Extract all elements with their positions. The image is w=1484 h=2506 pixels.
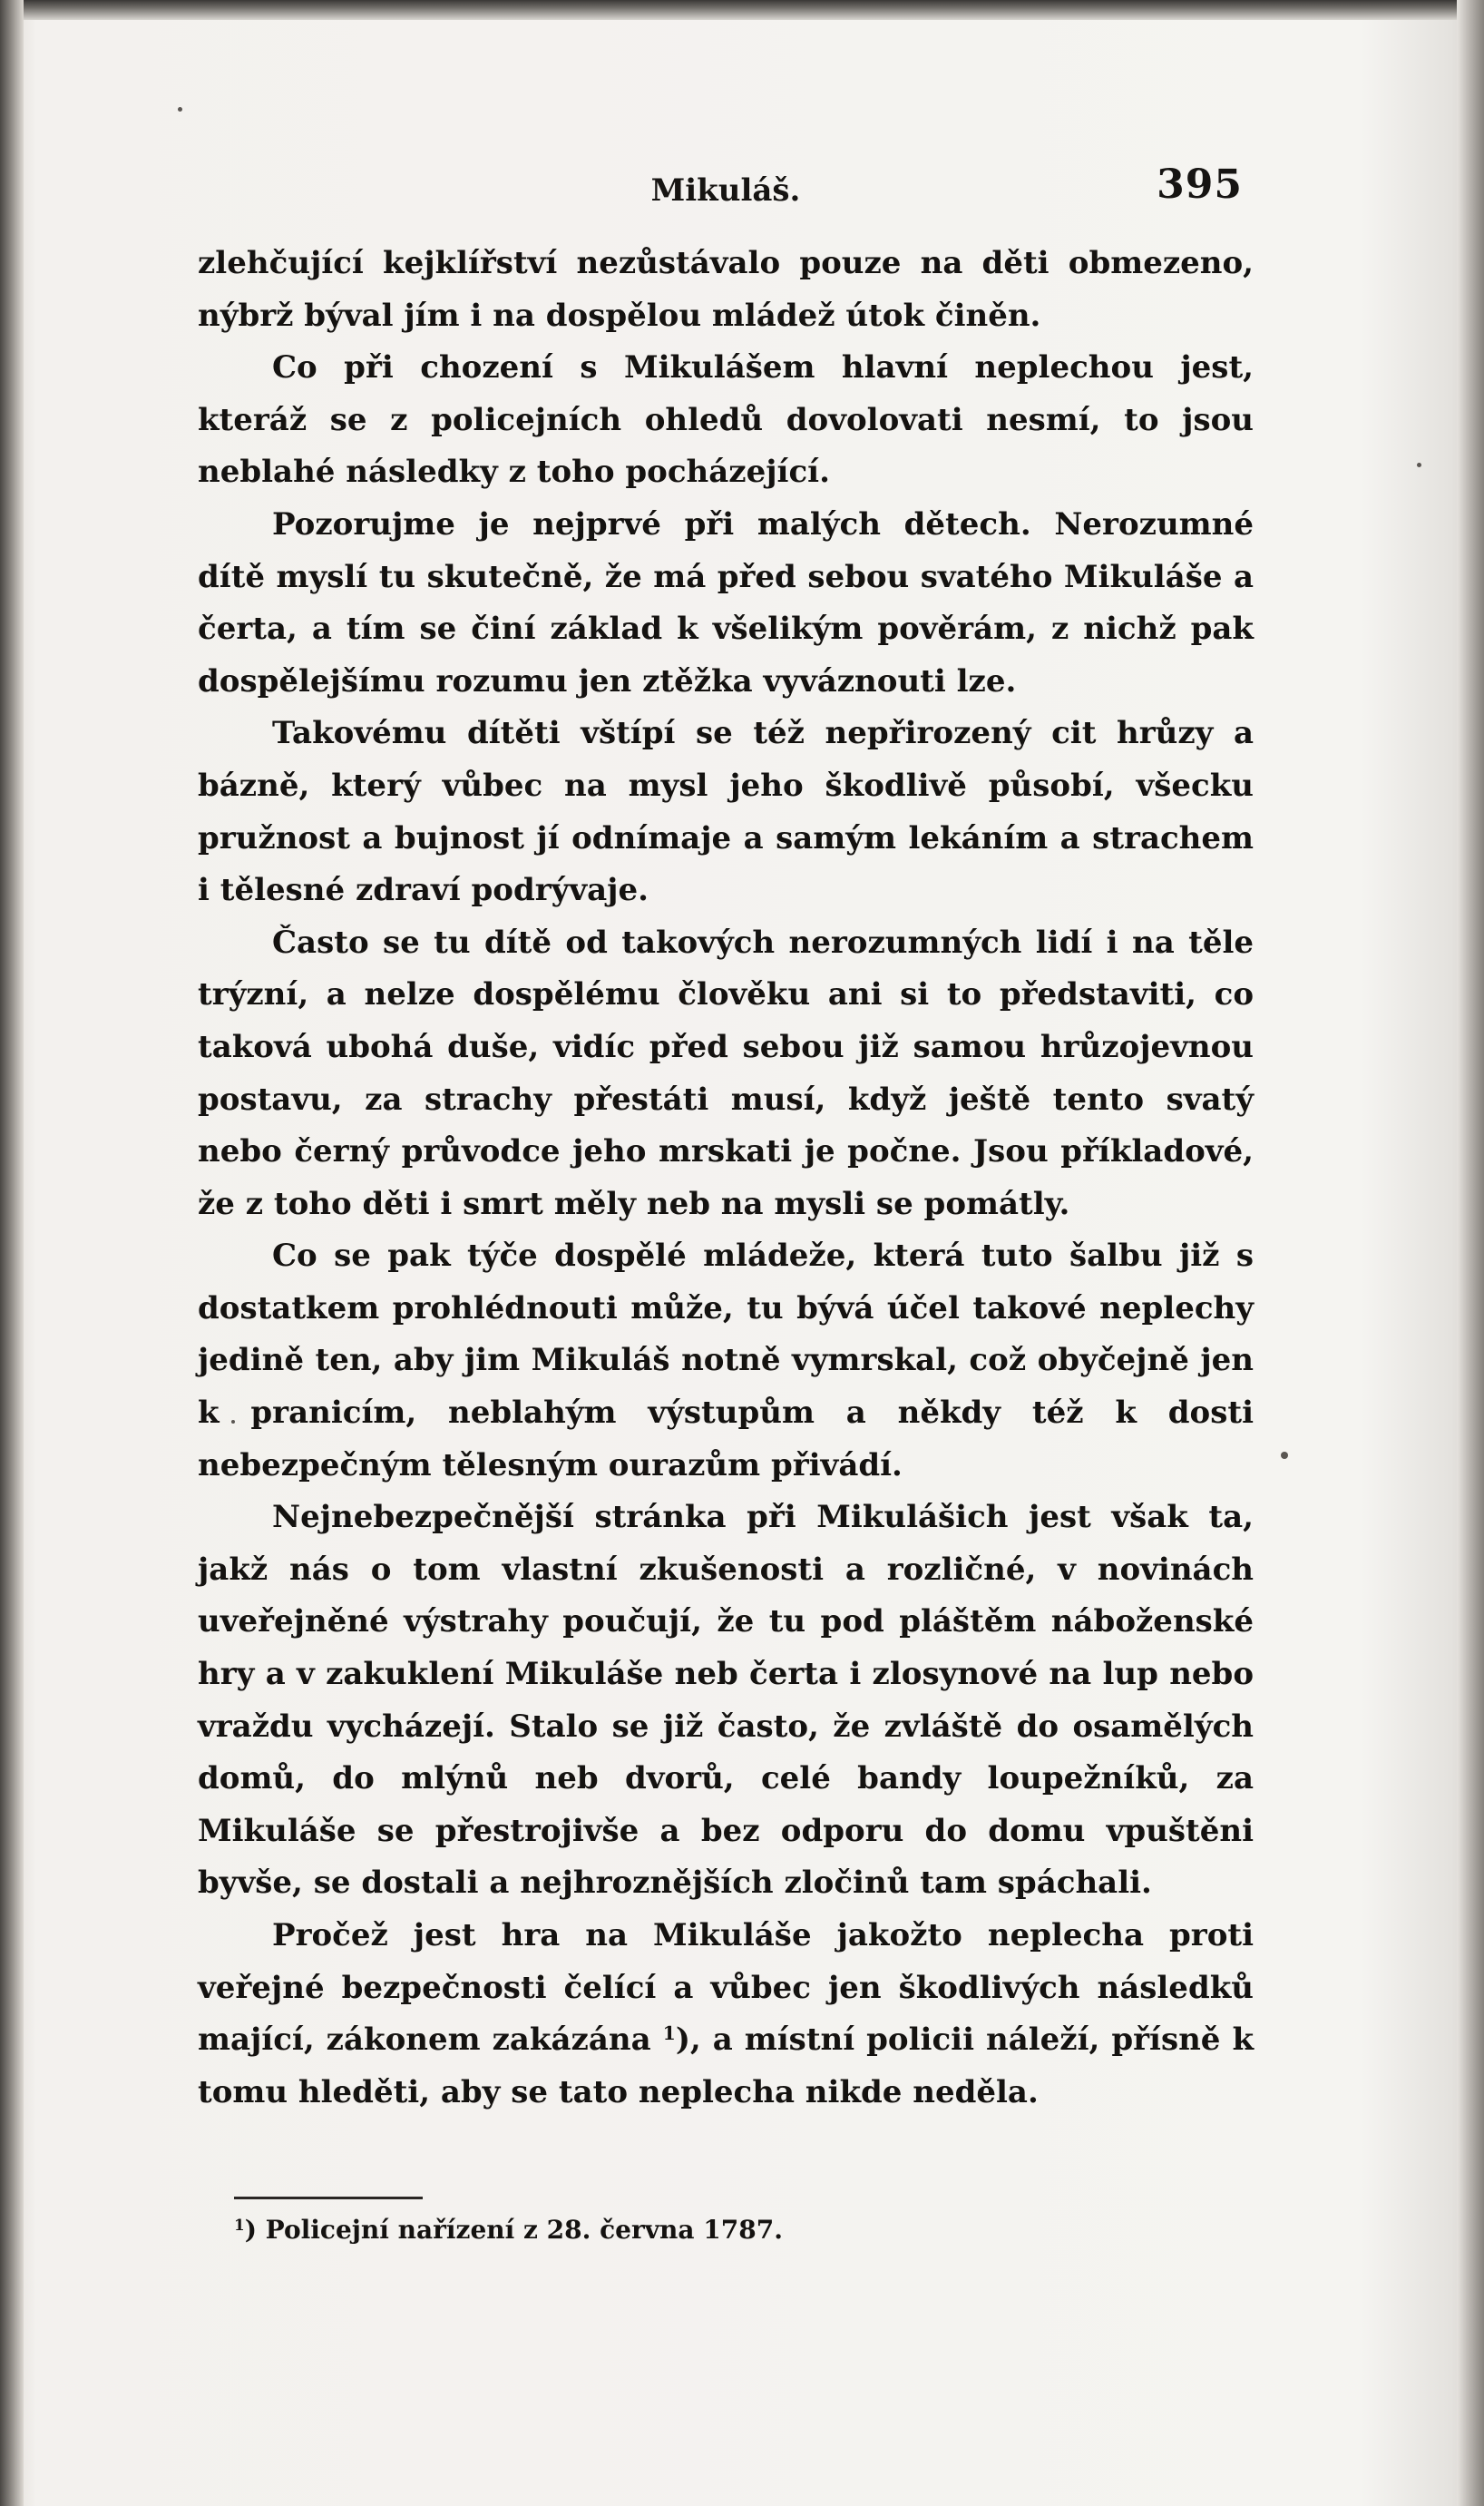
body-text <box>198 238 1254 2119</box>
paragraph: zlehčující kejklířství nezůstávalo pouze na děti obmezeno, nýbrž býval jím i na dospělou mládež útok činěn. <box>198 245 1254 334</box>
paragraph-text-start: Pročež jest hra na Mikuláše jakožto neplecha proti veřejné bezpečnosti čelící a vůbec jen škodlivých následků mající, zákonem zakázána <box>198 1917 1254 2059</box>
paragraph-text-end: ), a místní policii náleží, přísně k tomu hleděti, aby se tato neplecha nikde neděla. <box>198 2021 1254 2110</box>
running-head <box>209 162 1243 216</box>
footnote-marker: 1 <box>234 2215 245 2234</box>
footnote <box>234 2212 1050 2248</box>
paper-speck <box>1417 463 1421 467</box>
paragraph: Pozorujme je nejprvé při malých dětech. Nerozumné dítě myslí tu skutečně, že má před sebou svatého Mikuláše a čerta, a tím se činí základ k všelikým pověrám, z nichž pak dospělejšímu rozumu jen ztěžka vyváznouti lze. <box>198 505 1254 700</box>
paragraph: Často se tu dítě od takových nerozumných lidí i na těle trýzní, a nelze dospělému člověku ani si to představiti, co taková ubohá duše, vidíc před sebou již samou hrůzojevnou postavu, za strachy přestáti musí, když ještě tento svatý nebo černý průvodce jeho mrskati je počne. Jsou příkladové, že z toho děti i smrt měly neb na mysli se pomátly. <box>198 924 1254 1222</box>
paper-speck <box>178 107 182 112</box>
page-number: 395 <box>1157 162 1243 208</box>
paragraph: Takovému dítěti vštípí se též nepřirozený cit hrůzy a bázně, který vůbec na mysl jeho škodlivě působí, všecku pružnost a bujnost jí odnímaje a samým lekáním a strachem i tělesné zdraví podrývaje. <box>198 715 1254 909</box>
running-head-title: Mikuláš. <box>650 172 801 209</box>
paragraph: Co se pak týče dospělé mládeže, která tuto šalbu již s dostatkem prohlédnouti může, tu bývá účel takové neplechy jedině ten, aby jim Mikuláš notně vymrskal, což obyčejně jen k pranicím, neblahým výstupům a někdy též k dosti nebezpečným tělesným ourazům přivádí. <box>198 1238 1254 1483</box>
paper-speck <box>1281 1452 1288 1459</box>
footnote-text: ) Policejní nařízení z 28. června 1787. <box>244 2215 783 2245</box>
paragraph-with-footnote-ref <box>198 1910 1254 2119</box>
footnote-reference: 1 <box>662 2021 676 2044</box>
scan-top-edge <box>0 0 1484 20</box>
paragraph: Co při chození s Mikulášem hlavní neplechou jest, kteráž se z policejních ohledů dovolovati nesmí, to jsou neblahé následky z toho pocházející. <box>198 349 1254 491</box>
paragraph: Nejnebezpečnější stránka při Mikulášich jest však ta, jakž nás o tom vlastní zkušenosti a rozličné, v novinách uveřejněné výstrahy poučují, že tu pod pláštěm náboženské hry a v zakuklení Mikuláše neb čerta i zlosynové na lup nebo vraždu vycházejí. Stalo se již často, že zvláště do osamělých domů, do mlýnů neb dvorů, celé bandy loupežníků, za Mikuláše se přestrojivše a bez odporu do domu vpuštěni byvše, se dostali a nejhroznějších zločinů tam spáchali. <box>198 1499 1254 1902</box>
scan-right-edge <box>1457 0 1484 2506</box>
scan-left-edge <box>0 0 24 2506</box>
footnote-divider <box>234 2197 423 2199</box>
